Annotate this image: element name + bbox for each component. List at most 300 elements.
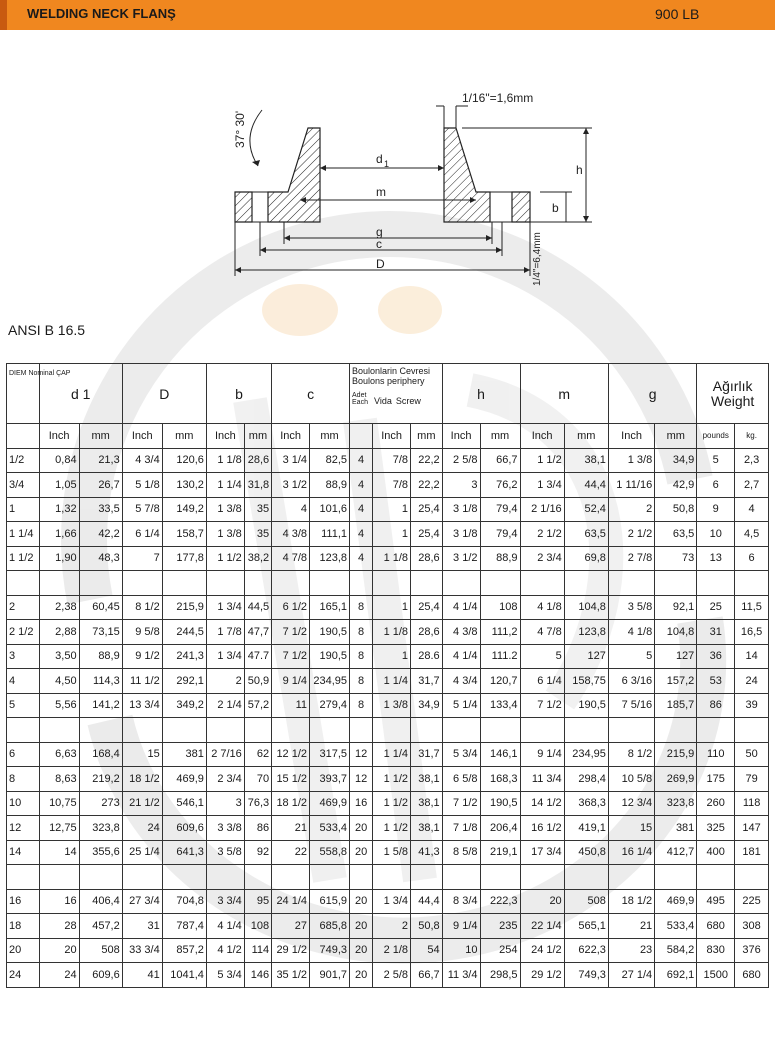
unit-cell: Inch xyxy=(206,424,244,449)
empty-cell xyxy=(244,571,271,596)
value-cell: 22,2 xyxy=(411,448,443,473)
value-cell: 76,2 xyxy=(480,473,520,498)
value-cell: 111,1 xyxy=(310,522,350,547)
value-cell: 2 1/2 xyxy=(608,522,654,547)
value-cell: 2 xyxy=(373,914,411,939)
unit-cell: mm xyxy=(244,424,271,449)
value-cell: 3,50 xyxy=(39,644,79,669)
value-cell: 584,2 xyxy=(655,938,697,963)
value-cell: 3 3/8 xyxy=(206,816,244,841)
nominal-size-cell: 14 xyxy=(7,840,40,865)
value-cell: 33 3/4 xyxy=(122,938,162,963)
value-cell: 157,2 xyxy=(655,669,697,694)
value-cell: 704,8 xyxy=(162,889,206,914)
value-cell: 222,3 xyxy=(480,889,520,914)
nominal-size-cell: 12 xyxy=(7,816,40,841)
value-cell: 2 1/2 xyxy=(520,522,564,547)
value-cell: 1 1/4 xyxy=(206,473,244,498)
unit-cell: kg. xyxy=(735,424,769,449)
value-cell: 2 1/8 xyxy=(373,938,411,963)
value-cell: 1 1/4 xyxy=(373,742,411,767)
empty-cell xyxy=(373,718,411,743)
empty-cell xyxy=(373,865,411,890)
value-cell: 79,4 xyxy=(480,497,520,522)
value-cell: 5 3/4 xyxy=(442,742,480,767)
value-cell: 20 xyxy=(350,889,373,914)
d1-subscript: 1 xyxy=(384,159,390,169)
value-cell: 7 xyxy=(122,546,162,571)
empty-cell xyxy=(162,865,206,890)
value-cell: 901,7 xyxy=(310,963,350,988)
value-cell: 2 7/16 xyxy=(206,742,244,767)
value-cell: 22 1/4 xyxy=(520,914,564,939)
value-cell: 8 5/8 xyxy=(442,840,480,865)
value-cell: 133,4 xyxy=(480,693,520,718)
nominal-size-cell: 10 xyxy=(7,791,40,816)
value-cell: 2,88 xyxy=(39,620,79,645)
value-cell: 8 3/4 xyxy=(442,889,480,914)
nominal-size-cell: 2 1/2 xyxy=(7,620,40,645)
c-header: c xyxy=(272,364,350,424)
m-header: m xyxy=(520,364,608,424)
value-cell: 4 7/8 xyxy=(272,546,310,571)
value-cell: 86 xyxy=(697,693,735,718)
value-cell: 692,1 xyxy=(655,963,697,988)
empty-cell xyxy=(697,865,735,890)
value-cell: 2 1/16 xyxy=(520,497,564,522)
nominal-size-cell: 3/4 xyxy=(7,473,40,498)
value-cell: 82,5 xyxy=(310,448,350,473)
unit-cell: Inch xyxy=(272,424,310,449)
table-row xyxy=(7,546,769,571)
g-header: g xyxy=(608,364,696,424)
value-cell: 279,4 xyxy=(310,693,350,718)
empty-cell xyxy=(564,865,608,890)
bolt-title: Boulonlarin Cevresi Boulons periphery xyxy=(352,366,431,386)
value-cell: 28,6 xyxy=(411,546,443,571)
value-cell: 680 xyxy=(735,963,769,988)
value-cell: 215,9 xyxy=(162,595,206,620)
unit-cell: mm xyxy=(162,424,206,449)
empty-cell xyxy=(39,718,79,743)
value-cell: 323,8 xyxy=(655,791,697,816)
value-cell: 469,9 xyxy=(162,767,206,792)
pressure-class: 900 LB xyxy=(655,6,700,22)
value-cell: 24 1/4 xyxy=(272,889,310,914)
table-row xyxy=(7,620,769,645)
value-cell: 108 xyxy=(480,595,520,620)
value-cell: 104,8 xyxy=(655,620,697,645)
empty-cell xyxy=(162,718,206,743)
value-cell: 12 xyxy=(350,767,373,792)
D-label: D xyxy=(376,257,385,271)
value-cell: 4 3/8 xyxy=(272,522,310,547)
value-cell: 495 xyxy=(697,889,735,914)
value-cell: 368,3 xyxy=(564,791,608,816)
unit-cell: pounds xyxy=(697,424,735,449)
value-cell: 20 xyxy=(39,938,79,963)
value-cell: 508 xyxy=(564,889,608,914)
value-cell: 6 xyxy=(697,473,735,498)
empty-cell xyxy=(162,571,206,596)
value-cell: 5 7/8 xyxy=(122,497,162,522)
value-cell: 1,90 xyxy=(39,546,79,571)
value-cell: 3 1/8 xyxy=(442,522,480,547)
empty-cell xyxy=(272,571,310,596)
angle-label: 37° 30' xyxy=(233,110,247,148)
value-cell: 42,9 xyxy=(655,473,697,498)
D-header: D xyxy=(122,364,206,424)
value-cell: 20 xyxy=(350,914,373,939)
empty-cell xyxy=(206,865,244,890)
weight-header: Ağırlık Weight xyxy=(697,364,769,424)
value-cell: 1 3/8 xyxy=(206,497,244,522)
value-cell: 12,75 xyxy=(39,816,79,841)
value-cell: 22,2 xyxy=(411,473,443,498)
value-cell: 1 xyxy=(373,522,411,547)
table-row xyxy=(7,595,769,620)
value-cell: 190,5 xyxy=(564,693,608,718)
value-cell: 457,2 xyxy=(79,914,122,939)
value-cell: 4 7/8 xyxy=(520,620,564,645)
empty-cell xyxy=(697,571,735,596)
value-cell: 8,63 xyxy=(39,767,79,792)
page-title: WELDING NECK FLANŞ xyxy=(27,6,176,21)
value-cell: 830 xyxy=(697,938,735,963)
value-cell: 33,5 xyxy=(79,497,122,522)
value-cell: 225 xyxy=(735,889,769,914)
value-cell: 1 3/8 xyxy=(373,693,411,718)
value-cell: 190,5 xyxy=(310,620,350,645)
nominal-size-cell: 16 xyxy=(7,889,40,914)
flange-spec-table xyxy=(6,363,769,988)
empty-cell xyxy=(564,571,608,596)
value-cell: 234,95 xyxy=(310,669,350,694)
unit-cell xyxy=(350,424,373,449)
value-cell: 8 xyxy=(350,669,373,694)
b-label: b xyxy=(552,201,559,215)
bolt-header xyxy=(350,364,443,424)
value-cell: 325 xyxy=(697,816,735,841)
value-cell: 24 1/2 xyxy=(520,938,564,963)
nominal-size-cell: 18 xyxy=(7,914,40,939)
value-cell: 50,8 xyxy=(411,914,443,939)
units-row xyxy=(7,424,769,449)
nominal-size-cell: 5 xyxy=(7,693,40,718)
value-cell: 10 xyxy=(697,522,735,547)
value-cell: 5 xyxy=(520,644,564,669)
value-cell: 254 xyxy=(480,938,520,963)
unit-cell: mm xyxy=(411,424,443,449)
value-cell: 1 3/8 xyxy=(608,448,654,473)
value-cell: 57,2 xyxy=(244,693,271,718)
value-cell: 123,8 xyxy=(564,620,608,645)
value-cell: 120,7 xyxy=(480,669,520,694)
value-cell: 34,9 xyxy=(655,448,697,473)
value-cell: 16 1/4 xyxy=(608,840,654,865)
value-cell: 298,5 xyxy=(480,963,520,988)
value-cell: 4 1/8 xyxy=(520,595,564,620)
table-row xyxy=(7,693,769,718)
value-cell: 5 xyxy=(608,644,654,669)
adet-label: Adet Each xyxy=(352,392,368,406)
value-cell: 63,5 xyxy=(564,522,608,547)
value-cell: 7 1/2 xyxy=(442,791,480,816)
value-cell: 31 xyxy=(122,914,162,939)
value-cell: 12 xyxy=(350,742,373,767)
value-cell: 546,1 xyxy=(162,791,206,816)
value-cell: 469,9 xyxy=(310,791,350,816)
value-cell: 1 3/4 xyxy=(206,595,244,620)
value-cell: 92,1 xyxy=(655,595,697,620)
value-cell: 29 1/2 xyxy=(272,938,310,963)
value-cell: 28.6 xyxy=(411,644,443,669)
spacer-row xyxy=(7,865,769,890)
value-cell: 149,2 xyxy=(162,497,206,522)
value-cell: 7 5/16 xyxy=(608,693,654,718)
value-cell: 20 xyxy=(520,889,564,914)
value-cell: 23 xyxy=(608,938,654,963)
value-cell: 419,1 xyxy=(564,816,608,841)
value-cell: 1041,4 xyxy=(162,963,206,988)
value-cell: 10 5/8 xyxy=(608,767,654,792)
value-cell: 31,7 xyxy=(411,742,443,767)
empty-cell xyxy=(608,718,654,743)
value-cell: 190,5 xyxy=(310,644,350,669)
value-cell: 4 1/4 xyxy=(442,595,480,620)
empty-cell xyxy=(310,865,350,890)
value-cell: 69,8 xyxy=(564,546,608,571)
m-label: m xyxy=(376,185,386,199)
value-cell: 185,7 xyxy=(655,693,697,718)
unit-cell: Inch xyxy=(520,424,564,449)
value-cell: 20 xyxy=(350,963,373,988)
value-cell: 53 xyxy=(697,669,735,694)
unit-cell: Inch xyxy=(122,424,162,449)
value-cell: 4 xyxy=(350,497,373,522)
empty-cell xyxy=(79,865,122,890)
value-cell: 381 xyxy=(655,816,697,841)
unit-cell: mm xyxy=(655,424,697,449)
value-cell: 50,9 xyxy=(244,669,271,694)
value-cell: 215,9 xyxy=(655,742,697,767)
empty-cell xyxy=(520,865,564,890)
table-row xyxy=(7,644,769,669)
value-cell: 14 xyxy=(735,644,769,669)
value-cell: 8 1/2 xyxy=(122,595,162,620)
value-cell: 54 xyxy=(411,938,443,963)
value-cell: 127 xyxy=(564,644,608,669)
empty-cell xyxy=(373,571,411,596)
value-cell: 104,8 xyxy=(564,595,608,620)
value-cell: 15 xyxy=(122,742,162,767)
value-cell: 3 5/8 xyxy=(206,840,244,865)
value-cell: 31,8 xyxy=(244,473,271,498)
value-cell: 2 3/4 xyxy=(206,767,244,792)
value-cell: 11 3/4 xyxy=(442,963,480,988)
value-cell: 317,5 xyxy=(310,742,350,767)
value-cell: 44,4 xyxy=(411,889,443,914)
value-cell: 10,75 xyxy=(39,791,79,816)
value-cell: 36 xyxy=(697,644,735,669)
tolerance-label: 1/4"=6,4mm xyxy=(532,232,543,286)
value-cell: 25,4 xyxy=(411,522,443,547)
value-cell: 20 xyxy=(350,938,373,963)
empty-cell xyxy=(608,865,654,890)
value-cell: 158,75 xyxy=(564,669,608,694)
empty-cell xyxy=(480,865,520,890)
c-label: c xyxy=(376,237,382,251)
value-cell: 16 xyxy=(350,791,373,816)
nominal-size-cell: 24 xyxy=(7,963,40,988)
value-cell: 24 xyxy=(122,816,162,841)
value-cell: 1,66 xyxy=(39,522,79,547)
value-cell: 3 3/4 xyxy=(206,889,244,914)
value-cell: 4 xyxy=(350,473,373,498)
unit-cell: Inch xyxy=(39,424,79,449)
value-cell: 8 xyxy=(350,620,373,645)
table-row xyxy=(7,767,769,792)
value-cell: 15 1/2 xyxy=(272,767,310,792)
unit-cell: mm xyxy=(564,424,608,449)
value-cell: 21,3 xyxy=(79,448,122,473)
value-cell: 376 xyxy=(735,938,769,963)
value-cell: 400 xyxy=(697,840,735,865)
value-cell: 2 xyxy=(608,497,654,522)
value-cell: 3 xyxy=(206,791,244,816)
value-cell: 35 xyxy=(244,497,271,522)
value-cell: 114 xyxy=(244,938,271,963)
value-cell: 1 xyxy=(373,644,411,669)
value-cell: 533,4 xyxy=(310,816,350,841)
value-cell: 3 1/8 xyxy=(442,497,480,522)
empty-cell xyxy=(350,718,373,743)
value-cell: 31,7 xyxy=(411,669,443,694)
value-cell: 123,8 xyxy=(310,546,350,571)
screw-label: Screw xyxy=(395,396,421,406)
unit-cell: mm xyxy=(310,424,350,449)
value-cell: 18 1/2 xyxy=(608,889,654,914)
value-cell: 16 xyxy=(39,889,79,914)
value-cell: 20 xyxy=(350,816,373,841)
value-cell: 20 xyxy=(350,840,373,865)
value-cell: 38,1 xyxy=(411,767,443,792)
value-cell: 26,7 xyxy=(79,473,122,498)
empty-cell xyxy=(564,718,608,743)
value-cell: 4 xyxy=(350,448,373,473)
value-cell: 1 7/8 xyxy=(206,620,244,645)
value-cell: 146,1 xyxy=(480,742,520,767)
value-cell: 4 3/8 xyxy=(442,620,480,645)
value-cell: 5,56 xyxy=(39,693,79,718)
nominal-size-cell: 1 xyxy=(7,497,40,522)
value-cell: 5 3/4 xyxy=(206,963,244,988)
value-cell: 1 3/8 xyxy=(206,522,244,547)
value-cell: 680 xyxy=(697,914,735,939)
value-cell: 1 3/4 xyxy=(520,473,564,498)
value-cell: 4 3/4 xyxy=(442,669,480,694)
empty-cell xyxy=(655,865,697,890)
value-cell: 66,7 xyxy=(480,448,520,473)
value-cell: 787,4 xyxy=(162,914,206,939)
empty-cell xyxy=(310,718,350,743)
value-cell: 4 1/8 xyxy=(608,620,654,645)
table-row xyxy=(7,889,769,914)
value-cell: 685,8 xyxy=(310,914,350,939)
value-cell: 127 xyxy=(655,644,697,669)
empty-cell xyxy=(79,718,122,743)
standard-label: ANSI B 16.5 xyxy=(8,322,86,338)
empty-cell xyxy=(735,718,769,743)
empty-cell xyxy=(411,865,443,890)
value-cell: 111.2 xyxy=(480,644,520,669)
nominal-size-cell: 8 xyxy=(7,767,40,792)
value-cell: 52,4 xyxy=(564,497,608,522)
empty-cell xyxy=(655,571,697,596)
value-cell: 25,4 xyxy=(411,595,443,620)
d1-header: d 1 xyxy=(39,364,122,424)
value-cell: 120,6 xyxy=(162,448,206,473)
value-cell: 86 xyxy=(244,816,271,841)
table-row xyxy=(7,840,769,865)
value-cell: 9 1/2 xyxy=(122,644,162,669)
value-cell: 38,1 xyxy=(411,816,443,841)
value-cell: 39 xyxy=(735,693,769,718)
value-cell: 7 1/2 xyxy=(272,644,310,669)
h-header: h xyxy=(442,364,520,424)
table-row xyxy=(7,497,769,522)
value-cell: 66,7 xyxy=(411,963,443,988)
value-cell: 6 xyxy=(735,546,769,571)
empty-cell xyxy=(411,571,443,596)
value-cell: 1 1/2 xyxy=(373,816,411,841)
value-cell: 4,50 xyxy=(39,669,79,694)
value-cell: 323,8 xyxy=(79,816,122,841)
value-cell: 141,2 xyxy=(79,693,122,718)
value-cell: 7 1/8 xyxy=(442,816,480,841)
value-cell: 1 1/4 xyxy=(373,669,411,694)
value-cell: 241,3 xyxy=(162,644,206,669)
value-cell: 22 xyxy=(272,840,310,865)
value-cell: 219,2 xyxy=(79,767,122,792)
empty-cell xyxy=(350,865,373,890)
value-cell: 79,4 xyxy=(480,522,520,547)
value-cell: 7 1/2 xyxy=(520,693,564,718)
value-cell: 44,4 xyxy=(564,473,608,498)
value-cell: 273 xyxy=(79,791,122,816)
unit-cell: mm xyxy=(480,424,520,449)
value-cell: 3 xyxy=(442,473,480,498)
value-cell: 1,05 xyxy=(39,473,79,498)
table-row xyxy=(7,963,769,988)
value-cell: 88,9 xyxy=(79,644,122,669)
value-cell: 6 1/2 xyxy=(272,595,310,620)
value-cell: 1 5/8 xyxy=(373,840,411,865)
value-cell: 34,9 xyxy=(411,693,443,718)
value-cell: 7/8 xyxy=(373,448,411,473)
value-cell: 165,1 xyxy=(310,595,350,620)
value-cell: 8 xyxy=(350,595,373,620)
value-cell: 1 3/4 xyxy=(206,644,244,669)
value-cell: 2 xyxy=(206,669,244,694)
empty-cell xyxy=(310,571,350,596)
d1-label: d xyxy=(376,152,383,166)
empty-cell xyxy=(442,571,480,596)
value-cell: 101,6 xyxy=(310,497,350,522)
value-cell: 111,2 xyxy=(480,620,520,645)
value-cell: 11,5 xyxy=(735,595,769,620)
value-cell: 0,84 xyxy=(39,448,79,473)
